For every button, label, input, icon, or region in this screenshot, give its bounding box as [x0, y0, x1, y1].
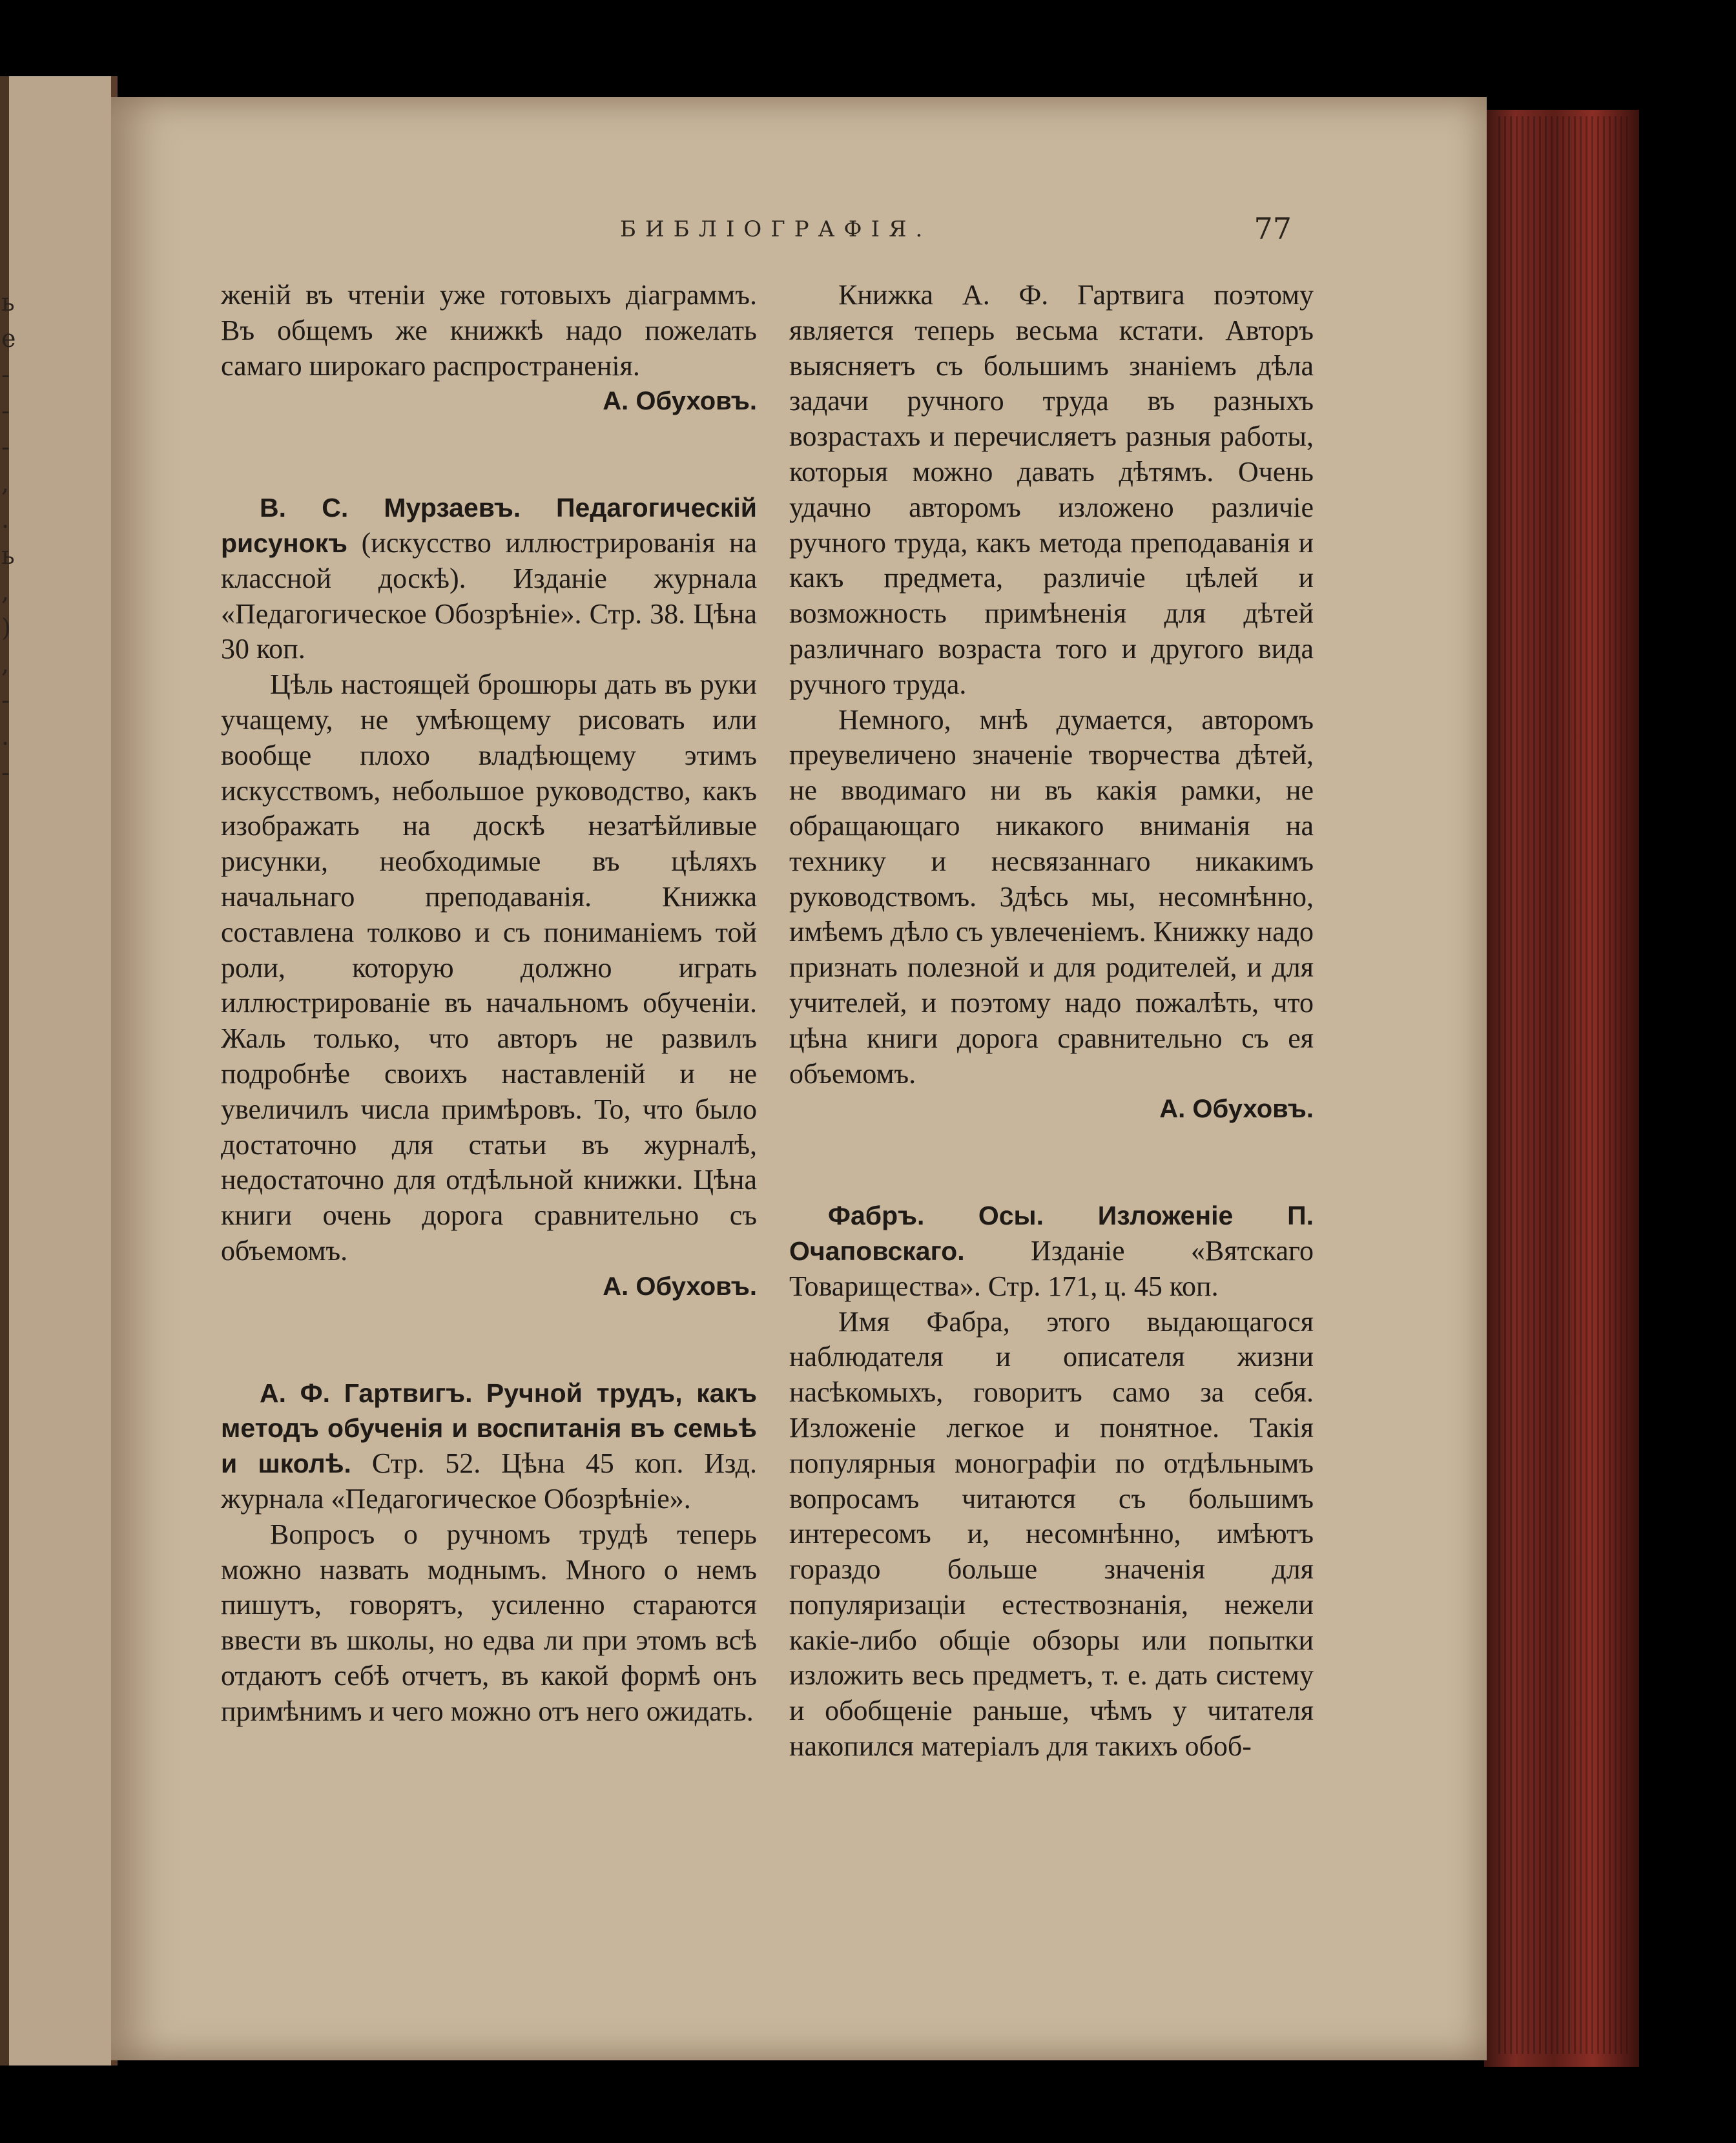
- fragment-char: -: [1, 433, 10, 461]
- review-body: Цѣль настоящей брошюры дать въ руки учащему, не умѣющему рисовать или вообще плохо владѣющему этимъ искусствомъ, небольшое руководство, какъ изображать на доскѣ незатѣйливые рисунки, необходимые въ цѣляхъ начальнаго преподаванія. Книжка составлена толково и съ пониманіемъ той роли, которую должно играть иллюстрированіе въ начальномъ обученіи. Жаль только, что авторъ не развилъ подробнѣе своихъ наставленій и не увеличилъ числа примѣровъ. То, что было достаточно для статьи въ журналѣ, недостаточно для отдѣльной книжки. Цѣна книги очень дорога сравнительно съ объемомъ.: [221, 668, 757, 1267]
- review-details: Изданіе «Вятскаго Товарищества». Стр. 171, ц. 45 коп.: [789, 1234, 1314, 1302]
- fragment-char: ь: [1, 288, 15, 316]
- fragment-char: ): [1, 614, 11, 642]
- review-body: Вопросъ о ручномъ трудѣ теперь можно назвать моднымъ. Много о немъ пишутъ, говорятъ, усиленно стараются ввести въ школы, но едва ли при этомъ всѣ отдаютъ себѣ отчетъ, въ какой формѣ онъ примѣнимъ и чего можно отъ него ожидать.: [221, 1518, 757, 1727]
- fragment-char: -: [1, 397, 10, 425]
- review-title: Педагогическій рисунокъ: [221, 493, 757, 558]
- paragraph: Книжка А. Ф. Гартвига поэтому является теперь весьма кстати. Авторъ выясняетъ съ большимъ знаніемъ дѣла задачи ручного труда въ разныхъ возрастахъ и перечисляетъ разныя работы, которыя можно давать дѣтямъ. Очень удачно авторомъ изложено различіе ручного труда, какъ метода преподаванія и какъ предмета, различіе цѣлей и возможность примѣненія для дѣтей различнаго возраста того и другого вида ручного труда.: [789, 279, 1314, 700]
- continued-text: женій въ чтеніи уже готовыхъ діаграммъ. Въ общемъ же книжкѣ надо пожелать самаго широкаго распространенія.: [221, 279, 757, 382]
- review-author: А. Ф. Гартвигъ.: [260, 1378, 473, 1408]
- signature: А. Обуховъ.: [603, 387, 757, 416]
- review-heading: [789, 1198, 1314, 1304]
- running-title: БИБЛІОГРАФІЯ.: [620, 216, 932, 242]
- left-column: [221, 278, 757, 1729]
- paragraph: Немного, мнѣ думается, авторомъ преувеличено значеніе творчества дѣтей, не вводимаго ни въ какія рамки, не обращающаго никакого вниманія на технику и несвязаннаго никакимъ руководствомъ. Здѣсь мы, несомнѣнно, имѣемъ дѣло съ увлеченіемъ. Книжку надо признать полезной и для родителей, и для учителей, и поэтому надо пожалѣть, что цѣна книги дорога сравнительно съ ея объемомъ.: [789, 703, 1314, 1090]
- fragment-char: -: [1, 686, 10, 714]
- fragment-char: ,: [1, 469, 10, 497]
- right-column: [789, 278, 1314, 1765]
- fragment-char: .: [1, 722, 10, 751]
- fragment-char: -: [1, 758, 10, 787]
- review-heading: [221, 1376, 757, 1517]
- left-page-fragments: [0, 284, 19, 791]
- review-author: Фабръ.: [828, 1201, 925, 1231]
- signature: А. Обуховъ.: [1159, 1095, 1314, 1124]
- review-title: Осы. Изложеніе П. Очаповскаго.: [789, 1201, 1314, 1266]
- page-edges: [1498, 116, 1628, 2054]
- signature: А. Обуховъ.: [603, 1272, 757, 1301]
- review-body: Имя Фабра, этого выдающагося наблюдателя и описателя жизни насѣкомыхъ, говоритъ само за себя. Изложеніе легкое и понятное. Такія популярныя монографіи по отдѣльнымъ вопросамъ читаются съ большимъ интересомъ и, несомнѣнно, имѣютъ гораздо больше значенія для популяризаціи естествознанія, нежели какіе-либо общіе обзоры или попытки изложить весь предметъ, т. е. дать систему и обобщеніе раньше, чѣмъ у читателя накопился матеріалъ для такихъ обоб-: [789, 1305, 1314, 1763]
- page-number: 77: [1254, 211, 1292, 246]
- review-details: (искусство иллюстрированія на классной доскѣ). Изданіе журнала «Педагогическое Обозрѣніе». Стр. 38. Цѣна 30 коп.: [221, 526, 757, 665]
- fragment-char: ,: [1, 577, 10, 606]
- fragment-char: -: [1, 360, 10, 389]
- fragment-char: е: [1, 324, 16, 353]
- running-header: [620, 211, 1330, 255]
- fragment-char: ь: [1, 541, 15, 570]
- review-title: Ручной трудъ, какъ методъ обученія и воспитанія въ семьѣ и школѣ.: [221, 1378, 758, 1479]
- fragment-char: .: [1, 505, 10, 533]
- fragment-char: ,: [1, 650, 10, 678]
- review-details: Стр. 52. Цѣна 45 коп. Изд. журнала «Педагогическое Обозрѣніе».: [221, 1447, 757, 1515]
- review-heading: [221, 490, 757, 667]
- review-author: В. С. Мурзаевъ.: [260, 493, 521, 523]
